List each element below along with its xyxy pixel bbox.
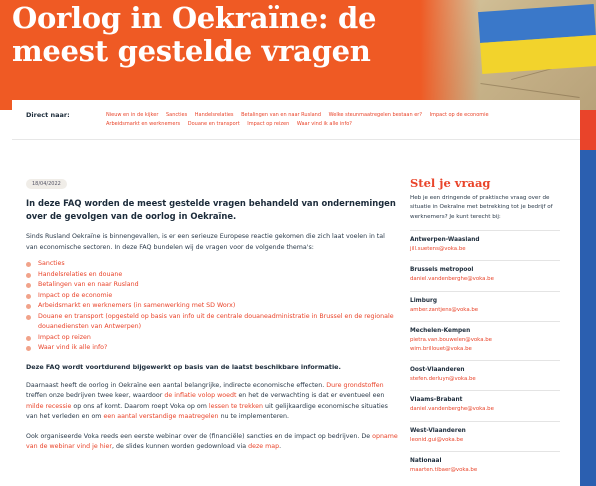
page-title: Oorlog in Oekraïne: de meest gestelde vragen	[12, 1, 377, 68]
nav-link-steunmaatregelen[interactable]: Welke steunmaatregelen bestaan er?	[328, 112, 423, 118]
paragraph-webinar	[26, 432, 398, 453]
link-dure-grondstoffen[interactable]: Dure grondstoffen	[326, 381, 384, 389]
text: nu te implementeren.	[220, 413, 290, 420]
region-email[interactable]: daniel.vandenberghe@voka.be	[410, 276, 494, 283]
paragraph-context: Sinds Rusland Oekraïne is binnengevallen, is er een serieuze Europese reactie gekomen die zich laat voelen in tal van economische sectoren. In deze FAQ bundelen wij de vragen voor de volgende thema's:	[26, 233, 385, 251]
nav-link-sancties[interactable]: Sancties	[166, 112, 188, 118]
region-name: Antwerpen-Waasland	[410, 236, 480, 243]
topic-item[interactable]: Waar vind ik alle info?	[26, 343, 398, 354]
sidebar-intro: Heb je een dringende of praktische vraag over de situatie in Oekraïne met betrekking tot je bedrijf of werknemers? Je kunt terecht bij:	[410, 195, 553, 220]
text: .	[279, 443, 282, 450]
link-deze-map[interactable]: deze map	[248, 443, 280, 450]
text: op ons af komt. Daarom roept Voka op om	[73, 402, 207, 410]
topic-item[interactable]: Impact op reizen	[26, 333, 398, 344]
topic-item[interactable]: Impact op de economie	[26, 291, 398, 302]
region-email[interactable]: maarten.tibaer@voka.be	[410, 467, 478, 474]
region-contact	[410, 421, 560, 444]
region-email[interactable]: jill.suetens@voka.be	[410, 245, 466, 252]
nav-links	[106, 111, 546, 129]
intro-heading: In deze FAQ worden de meest gestelde vragen behandeld van ondernemingen over de gevolgen van de oorlog in Oekraïne.	[26, 198, 396, 221]
topic-item[interactable]: Handelsrelaties en douane	[26, 270, 398, 281]
region-name: Limburg	[410, 297, 438, 304]
region-email[interactable]: pietra.van.bouwelen@voka.be	[410, 337, 492, 344]
region-name: West-Vlaanderen	[410, 427, 466, 434]
region-contact	[410, 360, 560, 383]
link-milde-recessie[interactable]: milde recessie	[26, 402, 72, 410]
nav-link-economie[interactable]: Impact op de economie	[429, 112, 489, 118]
region-contact	[410, 390, 560, 413]
text: Daarnaast heeft de oorlog in Oekraïne een aantal belangrijke, indirecte economische effecten.	[26, 381, 325, 389]
topic-list	[26, 259, 398, 354]
text: uit gelijkaardige economische situaties van het verleden en om	[26, 402, 388, 420]
region-name: Brussels metropool	[410, 267, 474, 274]
hero-banner	[0, 0, 596, 110]
region-contact	[410, 230, 560, 253]
direct-nav	[12, 100, 580, 140]
link-lessen[interactable]: lessen te trekken	[208, 402, 264, 410]
topic-item[interactable]: Sancties	[26, 259, 398, 270]
region-contact	[410, 291, 560, 314]
nav-link-handelsrelaties[interactable]: Handelsrelaties	[194, 112, 234, 118]
region-name: Oost-Vlaanderen	[410, 366, 465, 373]
region-contact	[410, 260, 560, 283]
paragraph-effects	[26, 381, 398, 423]
region-name: Nationaal	[410, 458, 442, 465]
region-email[interactable]: stefen.derluyn@voka.be	[410, 375, 476, 382]
nav-link-betalingen[interactable]: Betalingen van en naar Rusland	[241, 112, 321, 118]
text: Ook organiseerde Voka reeds een eerste webinar over de (financiële) sancties en de impact op bedrijven. De	[26, 432, 371, 440]
content-area	[12, 140, 580, 486]
region-email[interactable]: amber.zantjens@voka.be	[410, 306, 479, 313]
nav-link-douane[interactable]: Douane en transport	[187, 121, 240, 127]
link-maatregelen[interactable]: een aantal verstandige maatregelen	[103, 413, 219, 420]
text: treffen onze bedrijven twee keer, waardoor	[26, 392, 163, 399]
nav-link-nieuw[interactable]: Nieuw en in de kijker	[106, 112, 159, 118]
text: en het de verwachting is dat er eventueel een	[238, 392, 385, 399]
text: , de slides kunnen worden gedownload via	[111, 443, 247, 450]
nav-link-alle-info[interactable]: Waar vind ik alle info?	[296, 121, 352, 127]
region-email[interactable]: leonid.gui@voka.be	[410, 436, 464, 443]
region-contact	[410, 451, 560, 474]
topic-item[interactable]: Arbeidsmarkt en werknemers (in samenwerking met SD Worx)	[26, 301, 398, 312]
region-email[interactable]: daniel.vandenberghe@voka.be	[410, 406, 494, 413]
date-badge: 18/04/2022	[26, 179, 67, 189]
region-contact	[410, 321, 560, 353]
region-name: Mechelen-Kempen	[410, 328, 471, 335]
link-inflatie[interactable]: de inflatie volop woedt	[164, 392, 237, 399]
nav-label: Direct naar:	[26, 111, 70, 119]
update-note: Deze FAQ wordt voortdurend bijgewerkt op basis van de laatst beschikbare informatie.	[26, 362, 341, 371]
main-article	[26, 170, 398, 453]
topic-item[interactable]: Douane en transport (opgesteld op basis van info uit de centrale douaneadministratie in Brussel en de regionale douanediensten van Antwerpen)	[26, 312, 398, 333]
region-email[interactable]: wim.brillouet@voka.be	[410, 345, 472, 352]
nav-link-arbeidsmarkt[interactable]: Arbeidsmarkt en werknemers	[106, 121, 181, 127]
region-name: Vlaams-Brabant	[410, 397, 463, 404]
link-webinar[interactable]: opname van de webinar vind je hier	[26, 432, 398, 450]
contact-sidebar	[410, 176, 560, 475]
ukraine-flag-icon	[478, 4, 596, 74]
decorative-stripe	[580, 110, 596, 486]
nav-link-reizen[interactable]: Impact op reizen	[247, 121, 290, 127]
sidebar-title: Stel je vraag	[410, 176, 491, 190]
topic-item[interactable]: Betalingen van en naar Rusland	[26, 280, 398, 291]
